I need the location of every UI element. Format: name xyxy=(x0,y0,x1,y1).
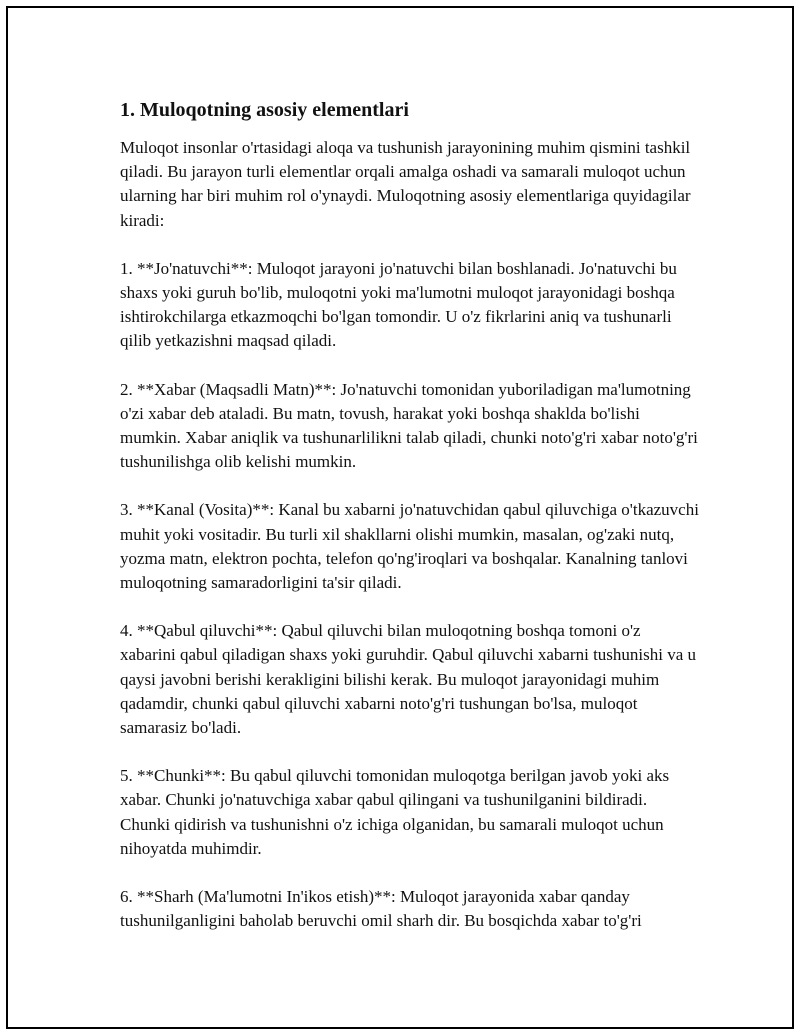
paragraph-receiver: 4. **Qabul qiluvchi**: Qabul qiluvchi bilan muloqotning boshqa tomoni o'z xabarini qabul qiladigan shaxs yoki guruhdir. Qabul qiluvchi xabarni tushunishi va u qaysi javobni berishi kerakligini bilishi kerak. Bu muloqot jarayonidagi muhim qadamdir, chunki qabul qiluvchi xabarni noto'g'ri tushungan bo'lsa, muloqot samarasiz bo'ladi. xyxy=(120,621,697,738)
document-body xyxy=(120,96,700,957)
paragraph-message: 2. **Xabar (Maqsadli Matn)**: Jo'natuvchi tomonidan yuboriladigan ma'lumotning o'zi xabar deb ataladi. Bu matn, tovush, harakat yoki boshqa shaklda bo'lishi mumkin. Xabar aniqlik va tushunarlilikni talab qiladi, chunki noto'g'ri xabar noto'g'ri tushunilishga olib kelishi mumkin. xyxy=(120,379,698,472)
paragraph-commentary: 6. **Sharh (Ma'lumotni In'ikos etish)**: Muloqot jarayonida xabar qanday tushunilganligini baholab beruvchi omil sharh dir. Bu bosqichda xabar to'g'ri xyxy=(120,887,642,931)
paragraph-sender: 1. **Jo'natuvchi**: Muloqot jarayoni jo'natuvchi bilan boshlanadi. Jo'natuvchi bu shaxs yoki guruh bo'lib, muloqotni yoki ma'lumotni muloqot jarayonidagi boshqa ishtirokchilarga etkazmoqchi bo'lgan tomondir. U o'z fikrlarini aniq va tushunarli qilib yetkazishni maqsad qiladi. xyxy=(120,258,677,351)
intro-paragraph: Muloqot insonlar o'rtasidagi aloqa va tushunish jarayonining muhim qismini tashkil qiladi. Bu jarayon turli elementlar orqali amalga oshadi va samarali muloqot uchun ularning har biri muhim rol o'ynaydi. Muloqotning asosiy elementlariga quyidagilar kiradi: xyxy=(120,138,691,230)
paragraph-feedback: 5. **Chunki**: Bu qabul qiluvchi tomonidan muloqotga berilgan javob yoki aks xabar. Chunki jo'natuvchiga xabar qabul qilingani va tushunilganini bildiradi. Chunki qidirish va tushunishni o'z ichiga olganidan, bu samarali muloqot uchun nihoyatda muhimdir. xyxy=(120,766,670,858)
page-frame xyxy=(6,6,794,1029)
paragraph-channel: 3. **Kanal (Vosita)**: Kanal bu xabarni jo'natuvchidan qabul qiluvchiga o'tkazuvchi muhit yoki vositadir. Bu turli xil shakllarni olishi mumkin, masalan, og'zaki nutq, yozma matn, elektron pochta, telefon qo'ng'iroqlari va boshqalar. Kanalning tanlovi muloqotning samaradorligini ta'sir qiladi. xyxy=(120,500,699,593)
section-heading: 1. Muloqotning asosiy elementlari xyxy=(120,99,409,121)
